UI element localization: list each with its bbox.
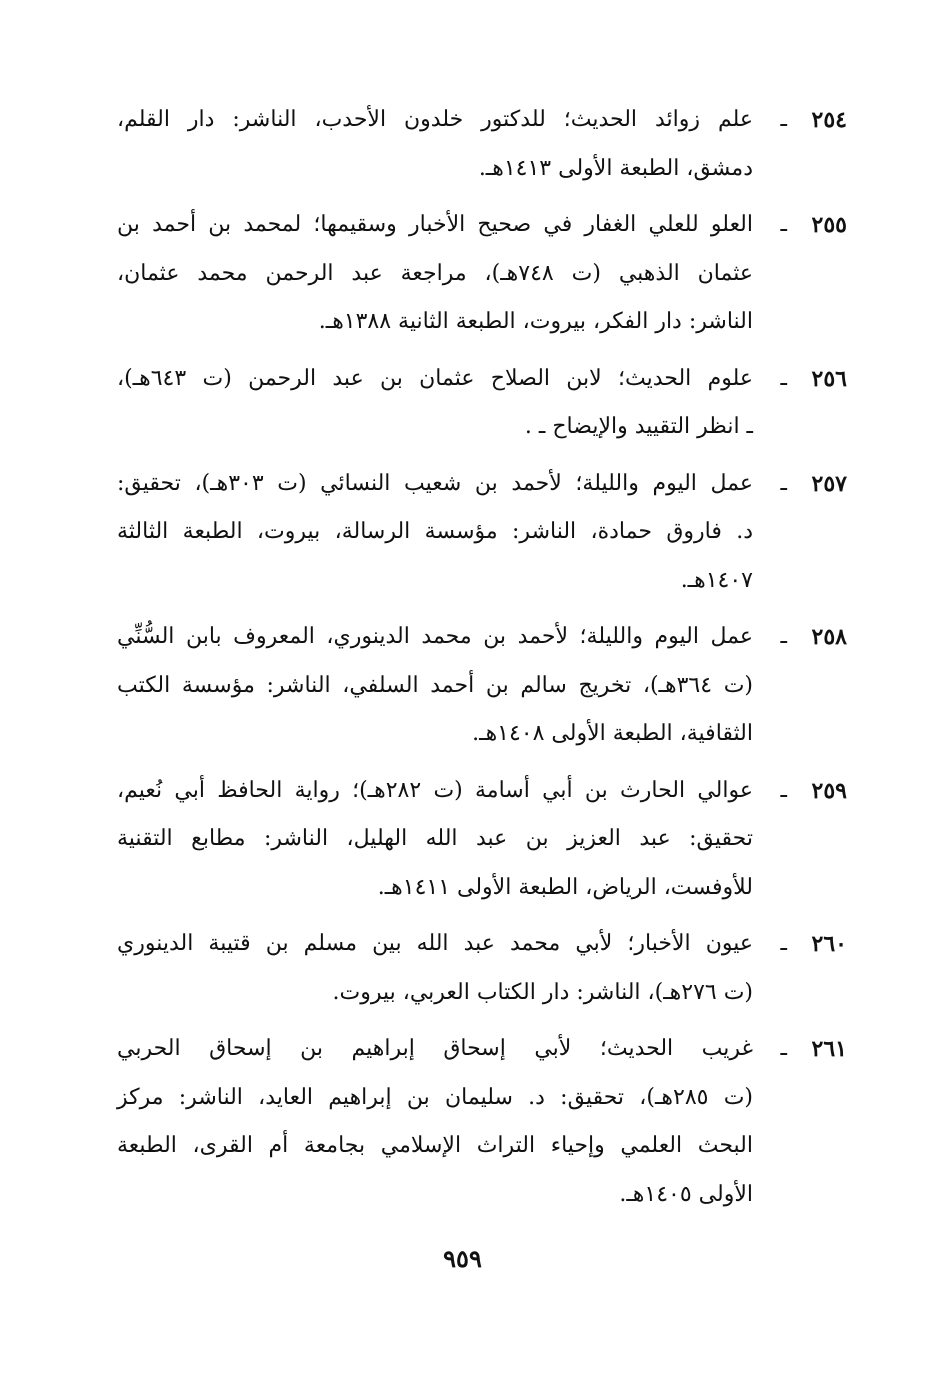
- entry-number: ٢٥٩: [811, 777, 847, 804]
- entry-text-line: الثقافية، الطبعة الأولى ١٤٠٨هـ.: [472, 721, 753, 746]
- entry-text-line: د. فاروق حمادة، الناشر: مؤسسة الرسالة، بيروت، الطبعة الثالثة: [117, 519, 753, 544]
- bibliography-entry: [117, 767, 847, 913]
- entry-number: ٢٥٦: [811, 365, 847, 392]
- bibliography-entry: [117, 1025, 847, 1219]
- entry-dash: ـ: [780, 212, 787, 237]
- entry-text-line: (ت ٢٨٥هـ)، تحقيق: د. سليمان بن إبراهيم العايد، الناشر: مركز: [117, 1084, 753, 1110]
- entry-text-line: العلو للعلي الغفار في صحيح الأخبار وسقيمها؛ لمحمد بن أحمد بن: [117, 212, 753, 237]
- entry-text-line: الأولى ١٤٠٥هـ.: [619, 1181, 753, 1207]
- entry-text-line: غريب الحديث؛ لأبي إسحاق إبراهيم بن إسحاق الحربي: [117, 1036, 753, 1061]
- entry-dash: ـ: [780, 624, 787, 649]
- entry-dash: ـ: [780, 107, 787, 132]
- entry-number: ٢٥٧: [811, 470, 847, 497]
- entry-dash: ـ: [780, 1036, 787, 1061]
- bibliography-entry: [117, 460, 847, 606]
- bibliography-entry: [117, 96, 847, 193]
- entry-text-line: للأوفست، الرياض، الطبعة الأولى ١٤١١هـ.: [377, 874, 753, 900]
- bibliography-list: [117, 96, 847, 1227]
- entry-text-line: البحث العلمي وإحياء التراث الإسلامي بجامعة أم القرى، الطبعة: [117, 1133, 753, 1158]
- entry-dash: ـ: [780, 931, 787, 956]
- entry-text-line: ـ انظر التقييد والإيضاح ـ .: [524, 414, 753, 439]
- entry-number: ٢٦٠: [811, 931, 847, 957]
- entry-text-line: عثمان الذهبي (ت ٧٤٨هـ)، مراجعة عبد الرحمن محمد عثمان،: [117, 260, 753, 286]
- entry-text-line: عمل اليوم والليلة؛ لأحمد بن شعيب النسائي (ت ٣٠٣هـ)، تحقيق:: [117, 470, 754, 496]
- entry-dash: ـ: [780, 365, 787, 391]
- entry-number: ٢٥٤: [811, 107, 847, 133]
- entry-number: ٢٦١: [811, 1036, 847, 1062]
- entry-text-line: دمشق، الطبعة الأولى ١٤١٣هـ.: [478, 155, 753, 181]
- entry-text-line: ١٤٠٧هـ.: [680, 567, 753, 593]
- bibliography-entry: [117, 613, 847, 759]
- entry-number: ٢٥٥: [811, 212, 847, 238]
- entry-text-line: (ت ٣٦٤هـ)، تخريج سالم بن أحمد السلفي، الناشر: مؤسسة الكتب: [117, 672, 753, 698]
- entry-text-line: عيون الأخبار؛ لأبي محمد عبد الله بين مسلم بن قتيبة الدينوري: [117, 931, 753, 956]
- entry-text-line: الناشر: دار الفكر، بيروت، الطبعة الثانية ١٣٨٨هـ.: [318, 309, 753, 334]
- entry-text-line: علوم الحديث؛ لابن الصلاح عثمان بن عبد الرحمن (ت ٦٤٣هـ)،: [117, 365, 753, 391]
- entry-number: ٢٥٨: [811, 624, 847, 650]
- page-number: ٩٥٩: [443, 1244, 482, 1273]
- bibliography-entry: [117, 201, 847, 347]
- entry-text-line: عمل اليوم والليلة؛ لأحمد بن محمد الدينوري، المعروف بابن السُّنِّي: [117, 624, 753, 649]
- entry-dash: ـ: [780, 470, 787, 496]
- bibliography-entry: [117, 920, 847, 1017]
- entry-text-line: علم زوائد الحديث؛ للدكتور خلدون الأحدب، الناشر: دار القلم،: [117, 107, 753, 132]
- entry-dash: ـ: [780, 777, 787, 803]
- entry-text-line: (ت ٢٧٦هـ)، الناشر: دار الكتاب العربي، بيروت.: [332, 979, 753, 1005]
- entry-text-line: تحقيق: عبد العزيز بن عبد الله الهليل، الناشر: مطابع التقنية: [117, 826, 753, 851]
- bibliography-entry: [117, 355, 847, 452]
- entry-text-line: عوالي الحارث بن أبي أسامة (ت ٢٨٢هـ)؛ رواية الحافظ أبي نُعيم،: [117, 777, 753, 803]
